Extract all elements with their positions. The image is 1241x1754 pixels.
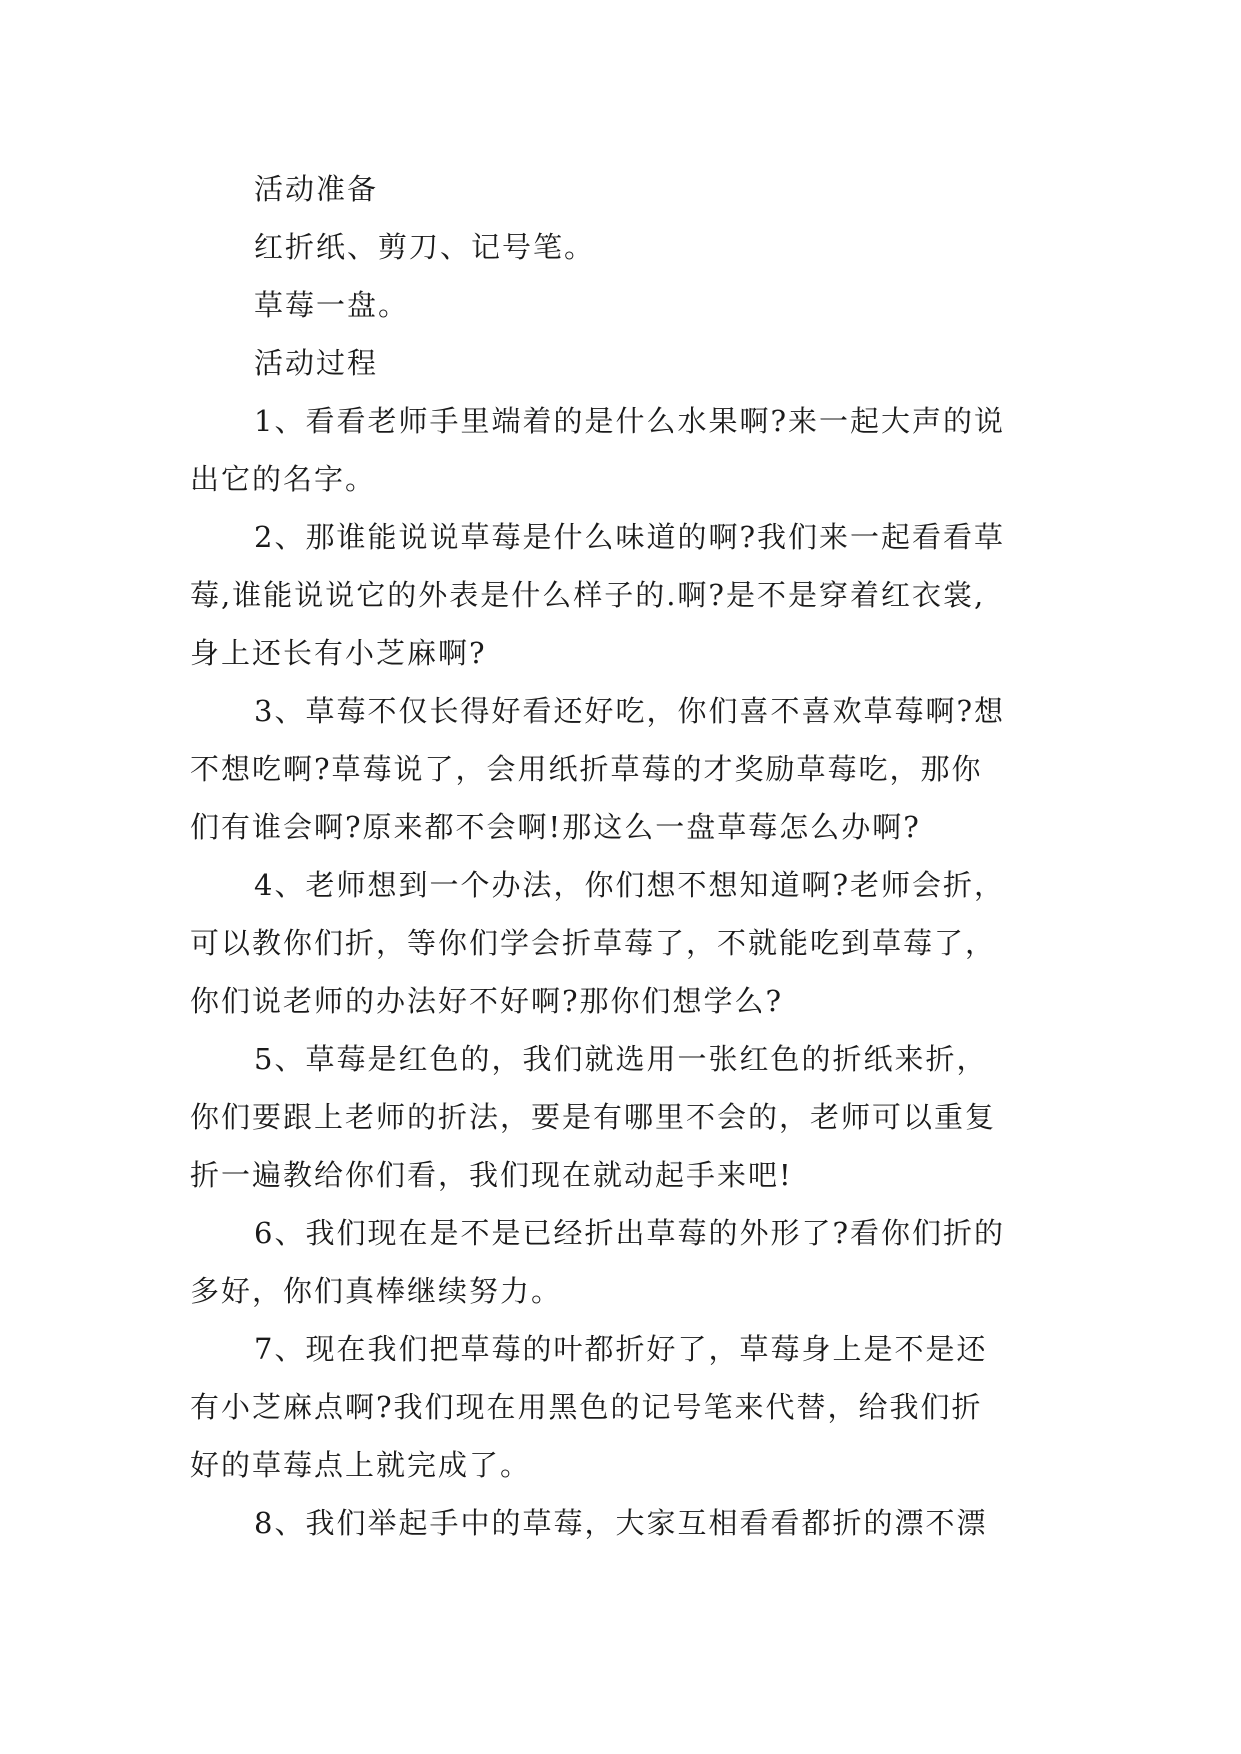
step-line: 出它的名字。: [190, 462, 377, 496]
step-line: 7、现在我们把草莓的叶都折好了，草莓身上是不是还: [254, 1332, 988, 1366]
step-6: [190, 1204, 1050, 1320]
step-line: 2、那谁能说说草莓是什么味道的啊?我们来一起看看草: [254, 520, 1005, 554]
step-line: 1、看看老师手里端着的是什么水果啊?来一起大声的说: [254, 404, 1005, 438]
step-line: 5、草莓是红色的，我们就选用一张红色的折纸来折，: [254, 1042, 988, 1076]
step-2: [190, 508, 1050, 682]
step-line: 多好，你们真棒继续努力。: [190, 1274, 563, 1308]
document-body: [190, 160, 1050, 1552]
step-line: 6、我们现在是不是已经折出草莓的外形了?看你们折的: [254, 1216, 1005, 1250]
step-line: 8、我们举起手中的草莓，大家互相看看都折的漂不漂: [254, 1506, 988, 1540]
step-line: 有小芝麻点啊?我们现在用黑色的记号笔来代替，给我们折: [190, 1390, 983, 1424]
step-line: 你们要跟上老师的折法，要是有哪里不会的，老师可以重复: [190, 1100, 997, 1134]
step-line: 莓,谁能说说它的外表是什么样子的.啊?是不是穿着红衣裳,: [190, 578, 986, 612]
step-line: 折一遍教给你们看，我们现在就动起手来吧!: [190, 1158, 793, 1192]
step-7: [190, 1320, 1050, 1494]
step-line: 好的草莓点上就完成了。: [190, 1448, 532, 1482]
step-3: [190, 682, 1050, 856]
step-line: 可以教你们折，等你们学会折草莓了，不就能吃到草莓了，: [190, 926, 997, 960]
step-5: [190, 1030, 1050, 1204]
heading-process: 活动过程: [254, 346, 379, 380]
step-line: 们有谁会啊?原来都不会啊!那这么一盘草莓怎么办啊?: [190, 810, 921, 844]
step-line: 3、草莓不仅长得好看还好吃，你们喜不喜欢草莓啊?想: [254, 694, 1005, 728]
step-1: [190, 392, 1050, 508]
materials-line-2: 草莓一盘。: [254, 288, 410, 322]
step-8: [190, 1494, 1050, 1552]
materials-line-1: 红折纸、剪刀、记号笔。: [254, 230, 596, 264]
heading-preparation: 活动准备: [254, 172, 379, 206]
step-line: 你们说老师的办法好不好啊?那你们想学么?: [190, 984, 784, 1018]
step-line: 身上还长有小芝麻啊?: [190, 636, 487, 670]
step-line: 不想吃啊?草莓说了，会用纸折草莓的才奖励草莓吃，那你: [190, 752, 983, 786]
step-4: [190, 856, 1050, 1030]
step-line: 4、老师想到一个办法，你们想不想知道啊?老师会折，: [254, 868, 1005, 902]
